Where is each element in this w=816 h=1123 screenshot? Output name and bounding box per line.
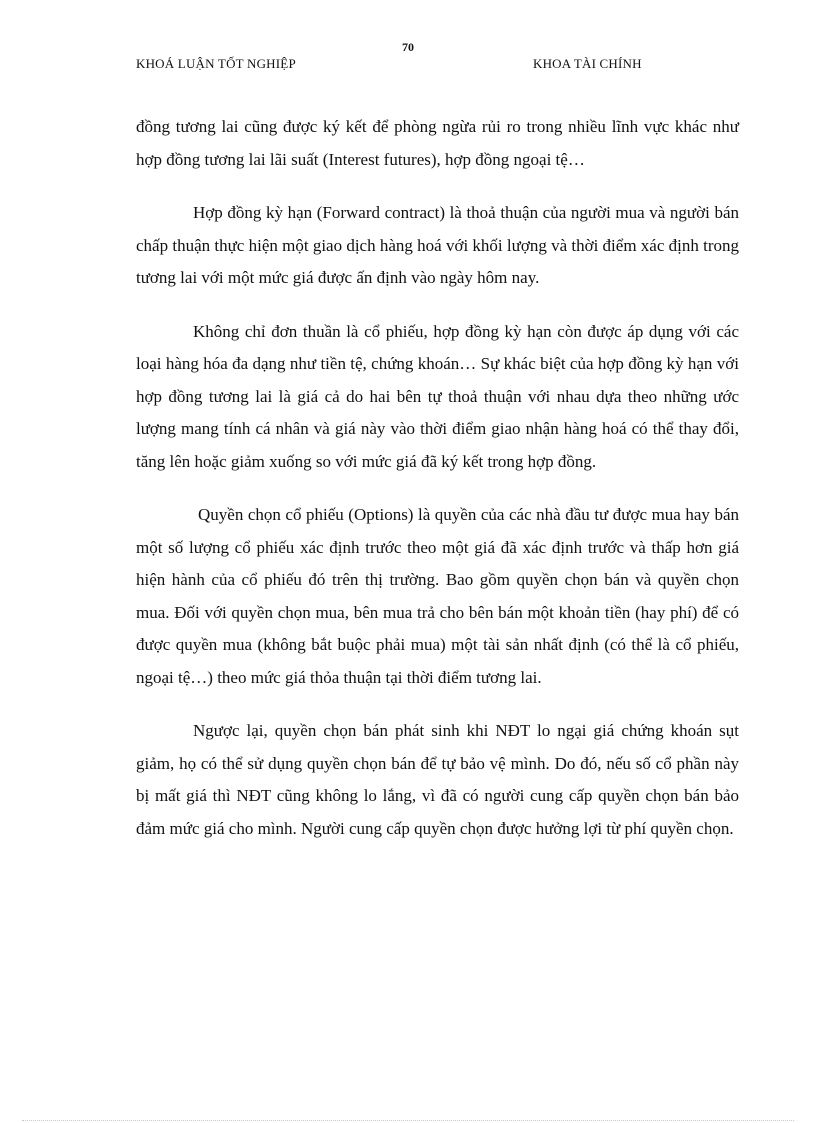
header-faculty-label: KHOA TÀI CHÍNH bbox=[533, 56, 642, 71]
running-header bbox=[0, 56, 816, 74]
paragraph-forward-vs-futures: Không chỉ đơn thuần là cổ phiếu, hợp đồng kỳ hạn còn được áp dụng với các loại hàng hóa đa dạng như tiền tệ, chứng khoán… Sự khác biệt của hợp đồng kỳ hạn với hợp đồng tương lai là giá cả do hai bên tự thoả thuận với nhau dựa theo những ước lượng mang tính cá nhân và giá này vào thời điểm giao nhận hàng hoá có thể thay đổi, tăng lên hoặc giảm xuống so với mức giá đã ký kết trong hợp đồng. bbox=[136, 321, 739, 471]
header-thesis-label: KHOÁ LUẬN TỐT NGHIỆP bbox=[136, 56, 296, 71]
document-body bbox=[136, 111, 739, 866]
paragraph-options: Quyền chọn cổ phiếu (Options) là quyền của các nhà đầu tư được mua hay bán một số lượng cổ phiếu xác định trước theo một giá đã xác định trước và thấp hơn giá hiện hành của cổ phiếu đó trên thị trường. Bao gồm quyền chọn bán và quyền chọn mua. Đối với quyền chọn mua, bên mua trả cho bên bán một khoản tiền (hay phí) để có được quyền mua (không bắt buộc phải mua) một tài sản nhất định (có thể là cổ phiếu, ngoại tệ…) theo mức giá thỏa thuận tại thời điểm tương lai. bbox=[136, 505, 739, 687]
page-number: 70 bbox=[402, 40, 414, 54]
paragraph-continuation: đồng tương lai cũng được ký kết để phòng ngừa rủi ro trong nhiều lĩnh vực khác như hợp đồng tương lai lãi suất (Interest futures), hợp đồng ngoại tệ… bbox=[136, 117, 739, 169]
paragraph-put-options: Ngược lại, quyền chọn bán phát sinh khi NĐT lo ngại giá chứng khoán sụt giảm, họ có thể sử dụng quyền chọn bán để tự bảo vệ mình. Do đó, nếu số cổ phần này bị mất giá thì NĐT cũng không lo lắng, vì đã có người cung cấp quyền chọn bán bảo đảm mức giá cho mình. Người cung cấp quyền chọn được hưởng lợi từ phí quyền chọn. bbox=[136, 721, 739, 838]
footer-divider bbox=[22, 1120, 794, 1121]
paragraph-forward-contract: Hợp đồng kỳ hạn (Forward contract) là thoả thuận của người mua và người bán chấp thuận thực hiện một giao dịch hàng hoá với khối lượng và thời điểm xác định trong tương lai với một mức giá được ấn định vào ngày hôm nay. bbox=[136, 203, 739, 287]
